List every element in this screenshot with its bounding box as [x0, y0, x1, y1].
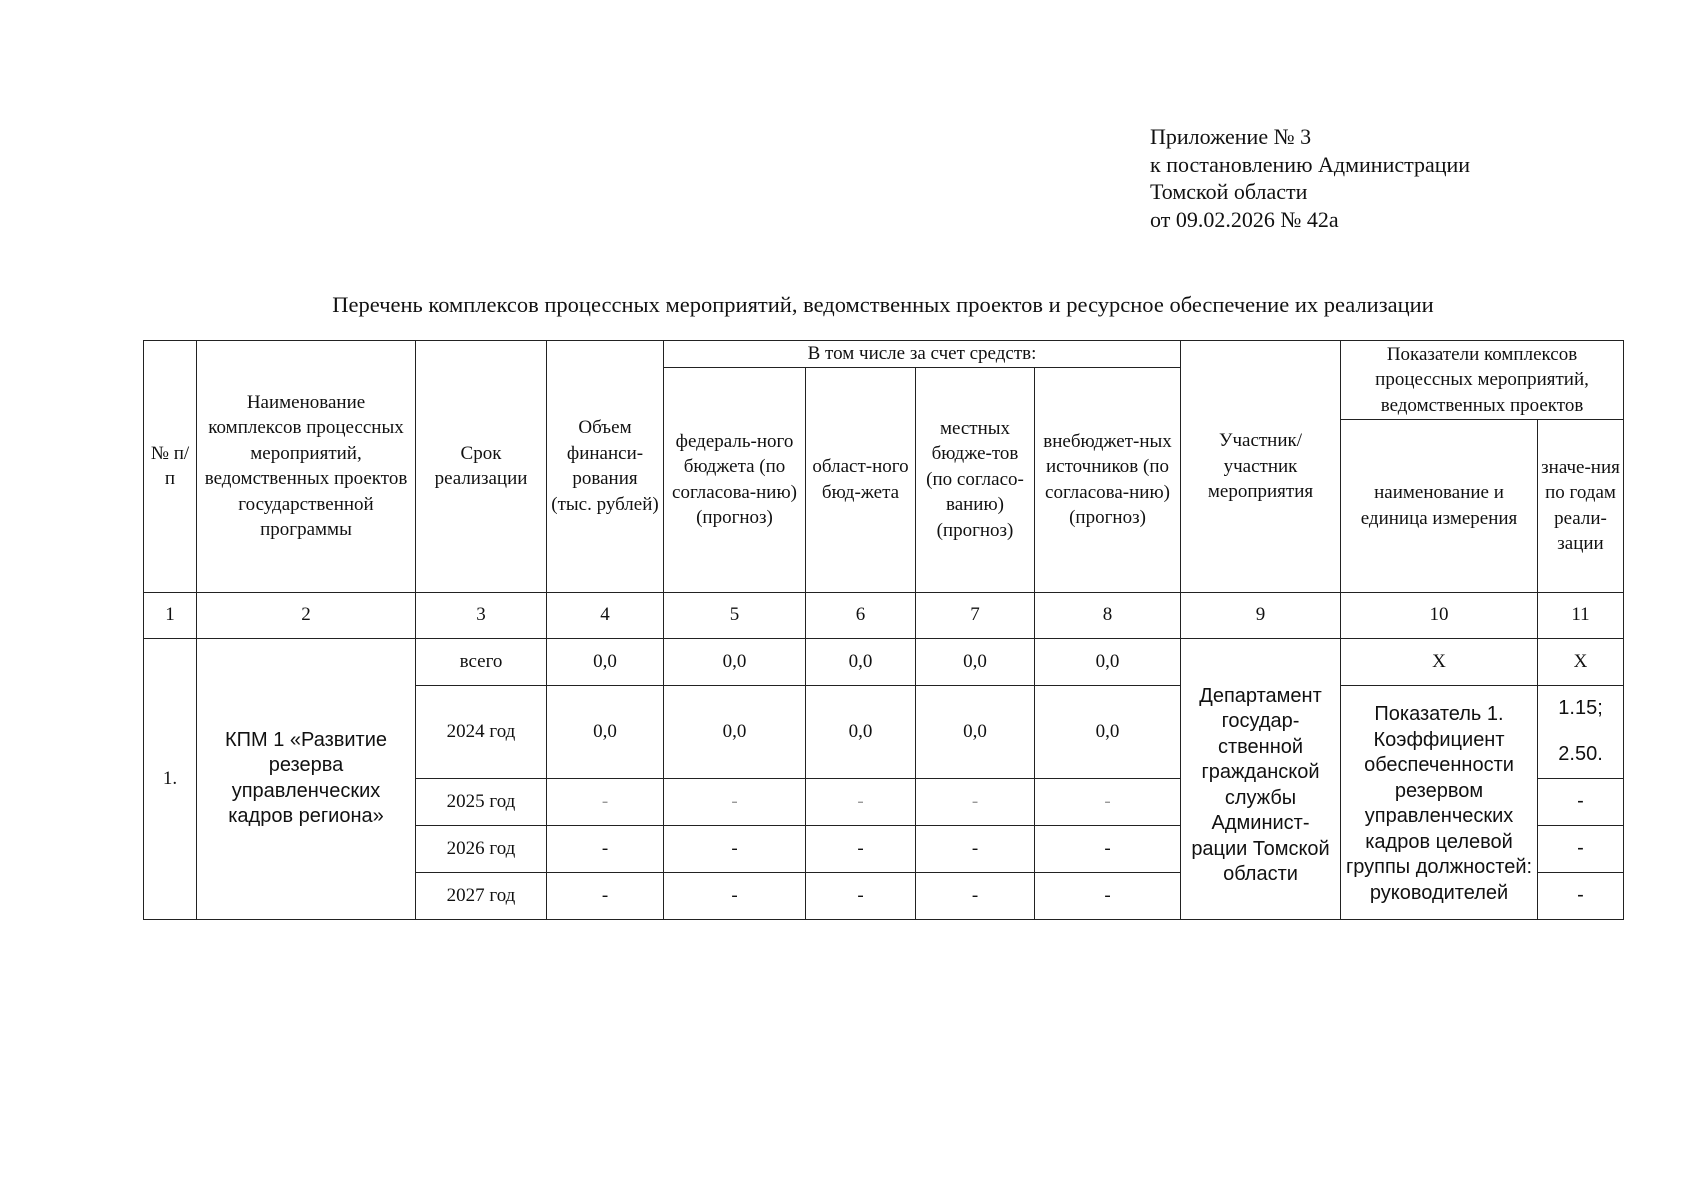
indicator-name-total: Х	[1341, 638, 1538, 685]
header-term: Срок реализации	[416, 341, 547, 593]
appendix-line-1: Приложение № 3	[1150, 124, 1312, 149]
appendix-line-3: Томской области	[1150, 179, 1308, 204]
participant: Департамент государ-ственной гражданской службы Админист-рации Томской области	[1181, 638, 1341, 919]
appendix-line-2: к постановлению Администрации	[1150, 151, 1471, 177]
extra-value: 0,0	[1035, 685, 1181, 778]
column-number: 5	[664, 592, 806, 638]
column-number: 4	[547, 592, 664, 638]
federal-value: 0,0	[664, 638, 806, 685]
header-regional: област-ного бюд-жета	[806, 367, 916, 592]
header-extra: внебюджет-ных источников (по согласова-нию) (прогноз)	[1035, 367, 1181, 592]
regional-value: -	[806, 778, 916, 825]
header-including: В том числе за счет средств:	[664, 341, 1181, 368]
appendix-line-4: от 09.02.2026 № 42а	[1150, 206, 1339, 232]
regional-value: 0,0	[806, 685, 916, 778]
column-number: 9	[1181, 592, 1341, 638]
regional-value: -	[806, 825, 916, 872]
federal-value: 0,0	[664, 685, 806, 778]
federal-value: -	[664, 872, 806, 919]
header-row-1	[144, 341, 1624, 368]
local-value: -	[916, 825, 1035, 872]
column-numbers-row	[144, 592, 1624, 638]
header-indicator-values: значе-ния по годам реали-зации	[1538, 419, 1624, 592]
period-label: 2026 год	[416, 825, 547, 872]
indicator-name: Показатель 1. Коэффициент обеспеченности резервом управленческих кадров целевой группы должностей: руководителей	[1341, 685, 1538, 919]
federal-value: -	[664, 778, 806, 825]
period-label: всего	[416, 638, 547, 685]
period-label: 2027 год	[416, 872, 547, 919]
document-title: Перечень комплексов процессных мероприятий, ведомственных проектов и ресурсное обеспечение их реализации	[332, 292, 1434, 317]
appendix-block	[1150, 123, 1470, 233]
header-indicators: Показатели комплексов процессных мероприятий, ведомственных проектов	[1341, 341, 1624, 420]
header-num: № п/п	[144, 341, 197, 593]
header-federal: федераль-ного бюджета (по согласова-нию) (прогноз)	[664, 367, 806, 592]
extra-value: -	[1035, 778, 1181, 825]
period-label: 2025 год	[416, 778, 547, 825]
indicator-value-2027: -	[1538, 872, 1624, 919]
extra-value: 0,0	[1035, 638, 1181, 685]
column-number: 2	[197, 592, 416, 638]
local-value: 0,0	[916, 685, 1035, 778]
row-number: 1.	[144, 638, 197, 919]
local-value: 0,0	[916, 638, 1035, 685]
indicator-value-2024	[1538, 685, 1624, 778]
federal-value: -	[664, 825, 806, 872]
period-label: 2024 год	[416, 685, 547, 778]
volume-value: -	[547, 778, 664, 825]
row-name: КПМ 1 «Развитие резерва управленческих кадров региона»	[197, 638, 416, 919]
column-number: 7	[916, 592, 1035, 638]
volume-value: 0,0	[547, 685, 664, 778]
column-number: 1	[144, 592, 197, 638]
extra-value: -	[1035, 825, 1181, 872]
local-value: -	[916, 872, 1035, 919]
regional-value: 0,0	[806, 638, 916, 685]
indicator-value-2025: -	[1538, 778, 1624, 825]
column-number: 10	[1341, 592, 1538, 638]
indicator-value-2026: -	[1538, 825, 1624, 872]
extra-value: -	[1035, 872, 1181, 919]
indicator-value-2024-line-2: 2.50.	[1558, 742, 1603, 765]
indicator-value-total: Х	[1538, 638, 1624, 685]
header-name: Наименование комплексов процессных мероприятий, ведомственных проектов государственной программы	[197, 341, 416, 593]
header-participant: Участник/ участник мероприятия	[1181, 341, 1341, 593]
volume-value: -	[547, 872, 664, 919]
regional-value: -	[806, 872, 916, 919]
column-number: 8	[1035, 592, 1181, 638]
column-number: 6	[806, 592, 916, 638]
header-local: местных бюдже-тов (по согласо-ванию) (прогноз)	[916, 367, 1035, 592]
volume-value: -	[547, 825, 664, 872]
local-value: -	[916, 778, 1035, 825]
header-volume: Объем финанси-рования (тыс. рублей)	[547, 341, 664, 593]
volume-value: 0,0	[547, 638, 664, 685]
header-indicator-name: наименование и единица измерения	[1341, 419, 1538, 592]
program-table	[143, 340, 1624, 920]
column-number: 3	[416, 592, 547, 638]
indicator-value-2024-line-1: 1.15;	[1558, 697, 1603, 719]
column-number: 11	[1538, 592, 1624, 638]
table-row	[144, 638, 1624, 685]
